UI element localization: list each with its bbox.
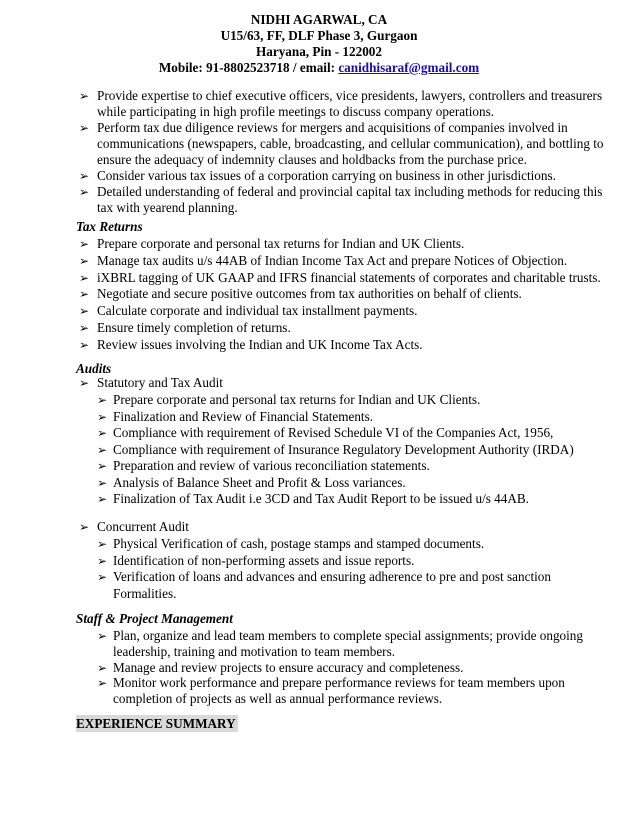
staff-management-item: Manage and review projects to ensure accuracy and completeness. <box>113 659 464 675</box>
tax-return-item: Negotiate and secure positive outcomes from tax authorities on behalf of clients. <box>97 286 522 302</box>
tax-return-item: Ensure timely completion of returns. <box>97 320 291 335</box>
address-line-1: U15/63, FF, DLF Phase 3, Gurgaon <box>220 28 418 43</box>
tax-return-item: Manage tax audits u/s 44AB of Indian Income Tax Act and prepare Notices of Objection. <box>97 252 568 268</box>
bullet-arrow-icon: ➢ <box>79 321 90 335</box>
statutory-audit-item: Analysis of Balance Sheet and Profit & Loss variances. <box>113 474 406 490</box>
staff-management-item: Monitor work performance and prepare performance reviews for team members upon <box>113 675 565 691</box>
bullet-arrow-icon: ➢ <box>79 304 90 319</box>
bullet-arrow-icon: ➢ <box>97 492 108 506</box>
section-title-staff-project: Staff & Project Management <box>76 611 233 626</box>
bullet-arrow-icon: ➢ <box>97 409 108 424</box>
bullet-arrow-icon: ➢ <box>79 253 90 268</box>
bullet-arrow-icon: ➢ <box>97 629 108 643</box>
subsection-concurrent-audit: Concurrent Audit <box>97 519 189 534</box>
staff-management-item: leadership, training and motivation to team members. <box>113 643 395 659</box>
bullet-arrow-icon: ➢ <box>97 660 108 675</box>
intro-bullet-line: Perform tax due diligence reviews for mergers and acquisitions of companies involved in <box>97 120 568 135</box>
concurrent-audit-item: Physical Verification of cash, postage stamps and stamped documents. <box>113 536 485 551</box>
bullet-arrow-icon: ➢ <box>79 270 90 285</box>
bullet-arrow-icon: ➢ <box>79 287 90 302</box>
bullet-arrow-icon: ➢ <box>79 121 90 135</box>
bullet-arrow-icon: ➢ <box>79 520 90 534</box>
concurrent-audit-item: Formalities. <box>113 585 177 601</box>
bullet-arrow-icon: ➢ <box>97 475 108 490</box>
section-title-audits: Audits <box>76 361 112 376</box>
tax-return-item: iXBRL tagging of UK GAAP and IFRS financial statements of corporates and charitable trusts. <box>97 269 601 285</box>
bullet-arrow-icon: ➢ <box>79 89 90 103</box>
contact-prefix: Mobile: 91-8802523718 / email: <box>158 60 339 75</box>
address-line-2: Haryana, Pin - 122002 <box>255 44 382 59</box>
tax-return-item: Prepare corporate and personal tax returns for Indian and UK Clients. <box>97 236 465 251</box>
staff-management-item: completion of projects as well as annual performance reviews. <box>113 691 443 707</box>
bullet-arrow-icon: ➢ <box>97 442 108 457</box>
intro-bullet-line: communications (newspapers, cable, broadcasting, and cellular communication), and bottling to <box>97 136 604 151</box>
statutory-audit-item: Preparation and review of various reconciliation statements. <box>113 458 430 473</box>
tax-return-item: Calculate corporate and individual tax installment payments. <box>97 303 418 319</box>
contact-line <box>0 60 638 76</box>
intro-bullet-line: tax with yearend planning. <box>97 200 238 215</box>
bullet-arrow-icon: ➢ <box>79 185 90 199</box>
bullet-arrow-icon: ➢ <box>97 459 108 473</box>
statutory-audit-item: Finalization of Tax Audit i.e 3CD and Tax Audit Report to be issued u/s 44AB. <box>113 491 529 506</box>
bullet-arrow-icon: ➢ <box>97 676 108 691</box>
intro-bullet-line: Detailed understanding of federal and provincial capital tax including methods for reducing this <box>97 184 603 199</box>
statutory-audit-item: Compliance with requirement of Insurance Regulatory Development Authority (IRDA) <box>113 441 574 457</box>
intro-bullet-line: Provide expertise to chief executive officers, vice presidents, lawyers, controllers and treasurers <box>97 88 603 103</box>
intro-bullet-line: ensure the adequacy of indemnity clauses and holdbacks from the purchase price. <box>97 152 527 167</box>
statutory-audit-item: Compliance with requirement of Revised Schedule VI of the Companies Act, 1956, <box>113 425 554 440</box>
bullet-arrow-icon: ➢ <box>97 537 108 551</box>
statutory-audit-item: Finalization and Review of Financial Statements. <box>113 408 374 424</box>
intro-bullet-line: while participating in high profile meetings to discuss company operations. <box>97 104 495 119</box>
bullet-arrow-icon: ➢ <box>97 426 108 440</box>
bullet-arrow-icon: ➢ <box>97 553 108 568</box>
bullet-arrow-icon: ➢ <box>79 376 90 390</box>
email-link[interactable]: canidhisaraf@gmail.com <box>338 60 480 75</box>
statutory-audit-item: Prepare corporate and personal tax returns for Indian and UK Clients. <box>113 392 481 407</box>
section-title-tax-returns: Tax Returns <box>76 219 143 234</box>
bullet-arrow-icon: ➢ <box>79 337 90 352</box>
candidate-name: NIDHI AGARWAL, CA <box>250 12 388 27</box>
concurrent-audit-item: Verification of loans and advances and ensuring adherence to pre and post sanction <box>113 569 551 584</box>
bullet-arrow-icon: ➢ <box>97 393 108 407</box>
concurrent-audit-item: Identification of non-performing assets and issue reports. <box>113 552 415 568</box>
intro-bullet-line: Consider various tax issues of a corporation carrying on business in other jurisdictions. <box>97 168 556 183</box>
bullet-arrow-icon: ➢ <box>79 169 90 183</box>
bullet-arrow-icon: ➢ <box>79 237 90 251</box>
bullet-arrow-icon: ➢ <box>97 570 108 584</box>
tax-return-item: Review issues involving the Indian and UK Income Tax Acts. <box>97 336 423 352</box>
experience-summary-heading: EXPERIENCE SUMMARY <box>76 716 236 731</box>
staff-management-item: Plan, organize and lead team members to complete special assignments; provide ongoing <box>113 628 583 643</box>
subsection-statutory-audit: Statutory and Tax Audit <box>97 375 223 390</box>
